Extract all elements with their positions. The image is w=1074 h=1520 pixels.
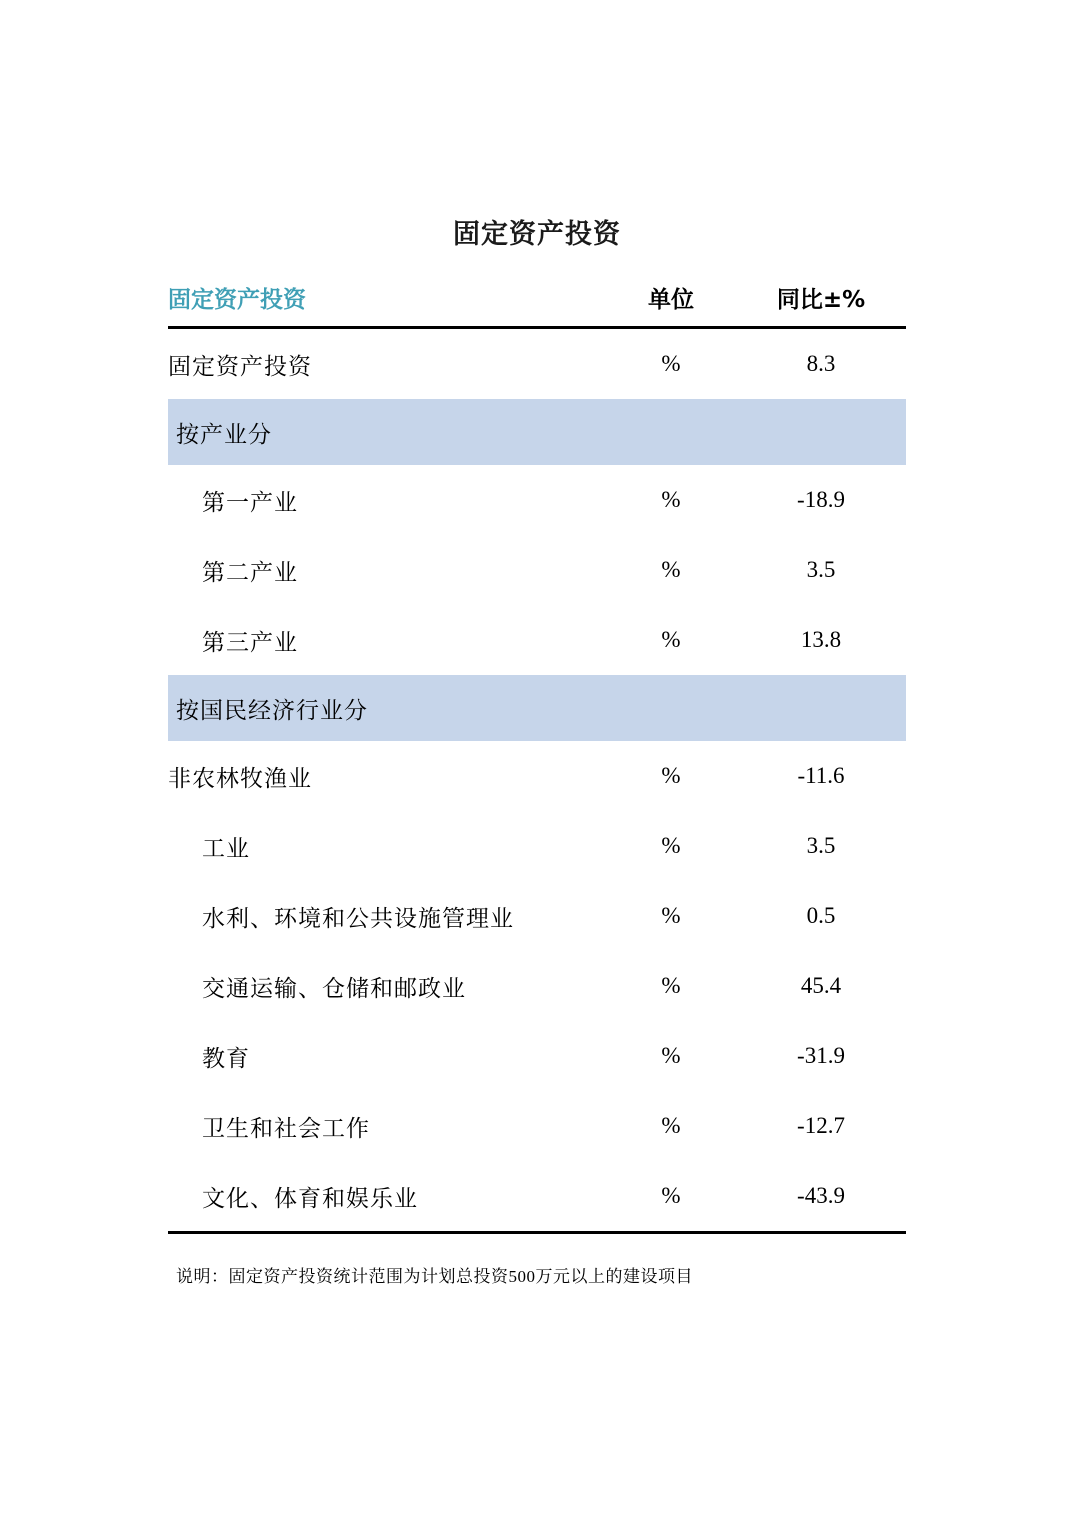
- row-value: 8.3: [806, 351, 836, 376]
- table-footnote: 说明：固定资产投资统计范围为计划总投资500万元以上的建设项目: [176, 1267, 693, 1286]
- row-label: 水利、环境和公共设施管理业: [202, 905, 514, 931]
- table-row: [168, 1021, 906, 1091]
- column-header-name: 固定资产投资: [168, 268, 606, 328]
- table-row: [168, 1091, 906, 1161]
- row-value: -18.9: [797, 487, 845, 512]
- row-unit: %: [661, 1113, 681, 1138]
- table-row: [168, 1161, 906, 1233]
- row-label: 教育: [202, 1045, 250, 1071]
- fixed-asset-investment-table: [168, 268, 906, 1234]
- section-label: 按国民经济行业分: [168, 675, 906, 741]
- row-value: 3.5: [806, 557, 836, 582]
- row-unit: %: [661, 763, 681, 788]
- row-label: 工业: [202, 835, 250, 861]
- row-value: -43.9: [736, 1161, 906, 1233]
- row-unit: %: [661, 627, 681, 652]
- table-row: [168, 605, 906, 675]
- row-unit: %: [661, 351, 681, 376]
- row-value: 0.5: [806, 903, 836, 928]
- row-unit: %: [661, 973, 681, 998]
- row-label: 文化、体育和娱乐业: [168, 1161, 606, 1233]
- row-value: -31.9: [797, 1043, 845, 1068]
- table-section-row: [168, 399, 906, 465]
- row-unit: %: [661, 1043, 681, 1068]
- row-label: 第三产业: [202, 629, 298, 655]
- table-section-row: [168, 675, 906, 741]
- row-label: 卫生和社会工作: [202, 1115, 370, 1141]
- row-unit: %: [661, 833, 681, 858]
- table-row: [168, 535, 906, 605]
- row-value: 13.8: [800, 627, 842, 652]
- row-label: 交通运输、仓储和邮政业: [202, 975, 466, 1001]
- row-value: 45.4: [800, 973, 842, 998]
- table-row: [168, 811, 906, 881]
- table-row: [168, 328, 906, 400]
- row-value: -12.7: [797, 1113, 845, 1138]
- row-label: 第二产业: [202, 559, 298, 585]
- page-title: 固定资产投资: [453, 219, 621, 250]
- row-value: 3.5: [806, 833, 836, 858]
- table-row: [168, 741, 906, 811]
- column-header-unit: 单位: [606, 268, 736, 328]
- row-unit: %: [661, 903, 681, 928]
- table-body: [168, 328, 906, 1233]
- section-label: 按产业分: [168, 399, 906, 465]
- column-header-value: 同比±%: [736, 268, 906, 328]
- table-header-row: [168, 268, 906, 328]
- row-unit: %: [606, 1161, 736, 1233]
- row-label: 第一产业: [202, 489, 298, 515]
- table-row: [168, 881, 906, 951]
- table-row: [168, 465, 906, 535]
- row-value: -11.6: [797, 763, 845, 788]
- row-label: 固定资产投资: [168, 353, 312, 379]
- row-unit: %: [661, 487, 681, 512]
- row-label: 非农林牧渔业: [168, 765, 312, 791]
- table-row: [168, 951, 906, 1021]
- row-unit: %: [661, 557, 681, 582]
